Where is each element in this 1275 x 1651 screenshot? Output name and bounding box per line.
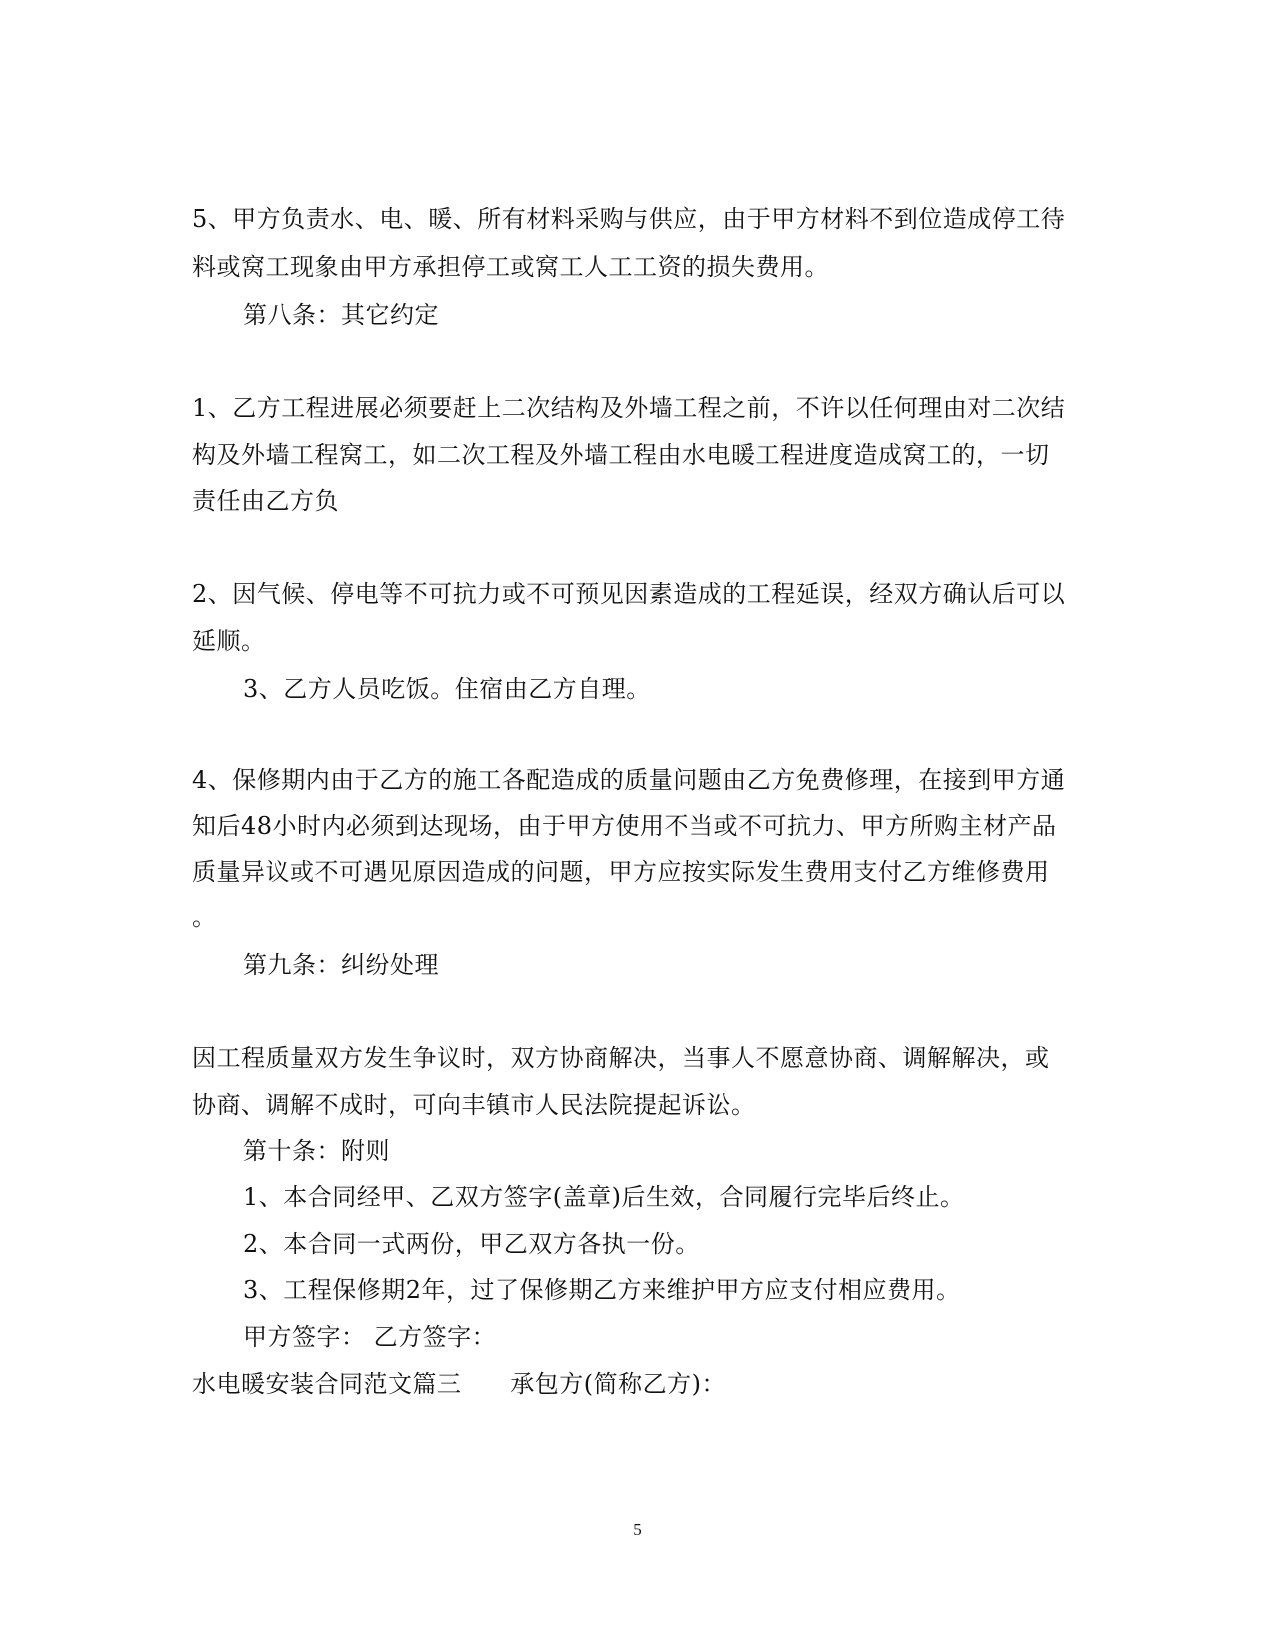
paragraph-line: 质量异议或不可遇见原因造成的问题，甲方应按实际发生费用支付乙方维修费用	[192, 858, 1050, 886]
signature-line: 甲方签字： 乙方签字：	[243, 1323, 497, 1351]
paragraph-line: 3、乙方人员吃饭。住宿由乙方自理。	[243, 675, 651, 703]
paragraph-line: 责任由乙方负	[192, 487, 339, 515]
paragraph-line: 4、保修期内由于乙方的施工各配造成的质量问题由乙方免费修理，在接到甲方通	[192, 766, 1066, 794]
page-number: 5	[633, 1520, 642, 1539]
paragraph-line: 3、工程保修期2年，过了保修期乙方来维护甲方应支付相应费用。	[243, 1276, 961, 1304]
paragraph-line: 1、乙方工程进展必须要赶上二次结构及外墙工程之前，不许以任何理由对二次结	[192, 394, 1066, 422]
paragraph-line: 因工程质量双方发生争议时，双方协商解决，当事人不愿意协商、调解解决，或	[192, 1044, 1050, 1072]
paragraph-line: 水电暖安装合同范文篇三 承包方(简称乙方)：	[192, 1370, 726, 1398]
paragraph-line: 。	[192, 903, 217, 931]
paragraph-line: 2、因气候、停电等不可抗力或不可预见因素造成的工程延误，经双方确认后可以	[192, 580, 1066, 608]
paragraph-line: 协商、调解不成时，可向丰镇市人民法院提起诉讼。	[192, 1091, 756, 1119]
section-heading: 第十条：附则	[243, 1137, 390, 1165]
section-heading: 第九条：纠纷处理	[243, 951, 439, 979]
paragraph-line: 料或窝工现象由甲方承担停工或窝工人工工资的损失费用。	[192, 253, 829, 281]
paragraph-line: 构及外墙工程窝工，如二次工程及外墙工程由水电暖工程进度造成窝工的，一切	[192, 441, 1050, 469]
paragraph-line: 5、甲方负责水、电、暖、所有材料采购与供应，由于甲方材料不到位造成停工待	[192, 205, 1066, 233]
paragraph-line: 延顺。	[192, 627, 266, 655]
section-heading: 第八条：其它约定	[243, 301, 439, 329]
paragraph-line: 2、本合同一式两份，甲乙双方各执一份。	[243, 1230, 700, 1258]
paragraph-line: 1、本合同经甲、乙双方签字(盖章)后生效，合同履行完毕后终止。	[243, 1183, 965, 1211]
paragraph-line: 知后48小时内必须到达现场，由于甲方使用不当或不可抗力、甲方所购主材产品	[192, 812, 1057, 840]
